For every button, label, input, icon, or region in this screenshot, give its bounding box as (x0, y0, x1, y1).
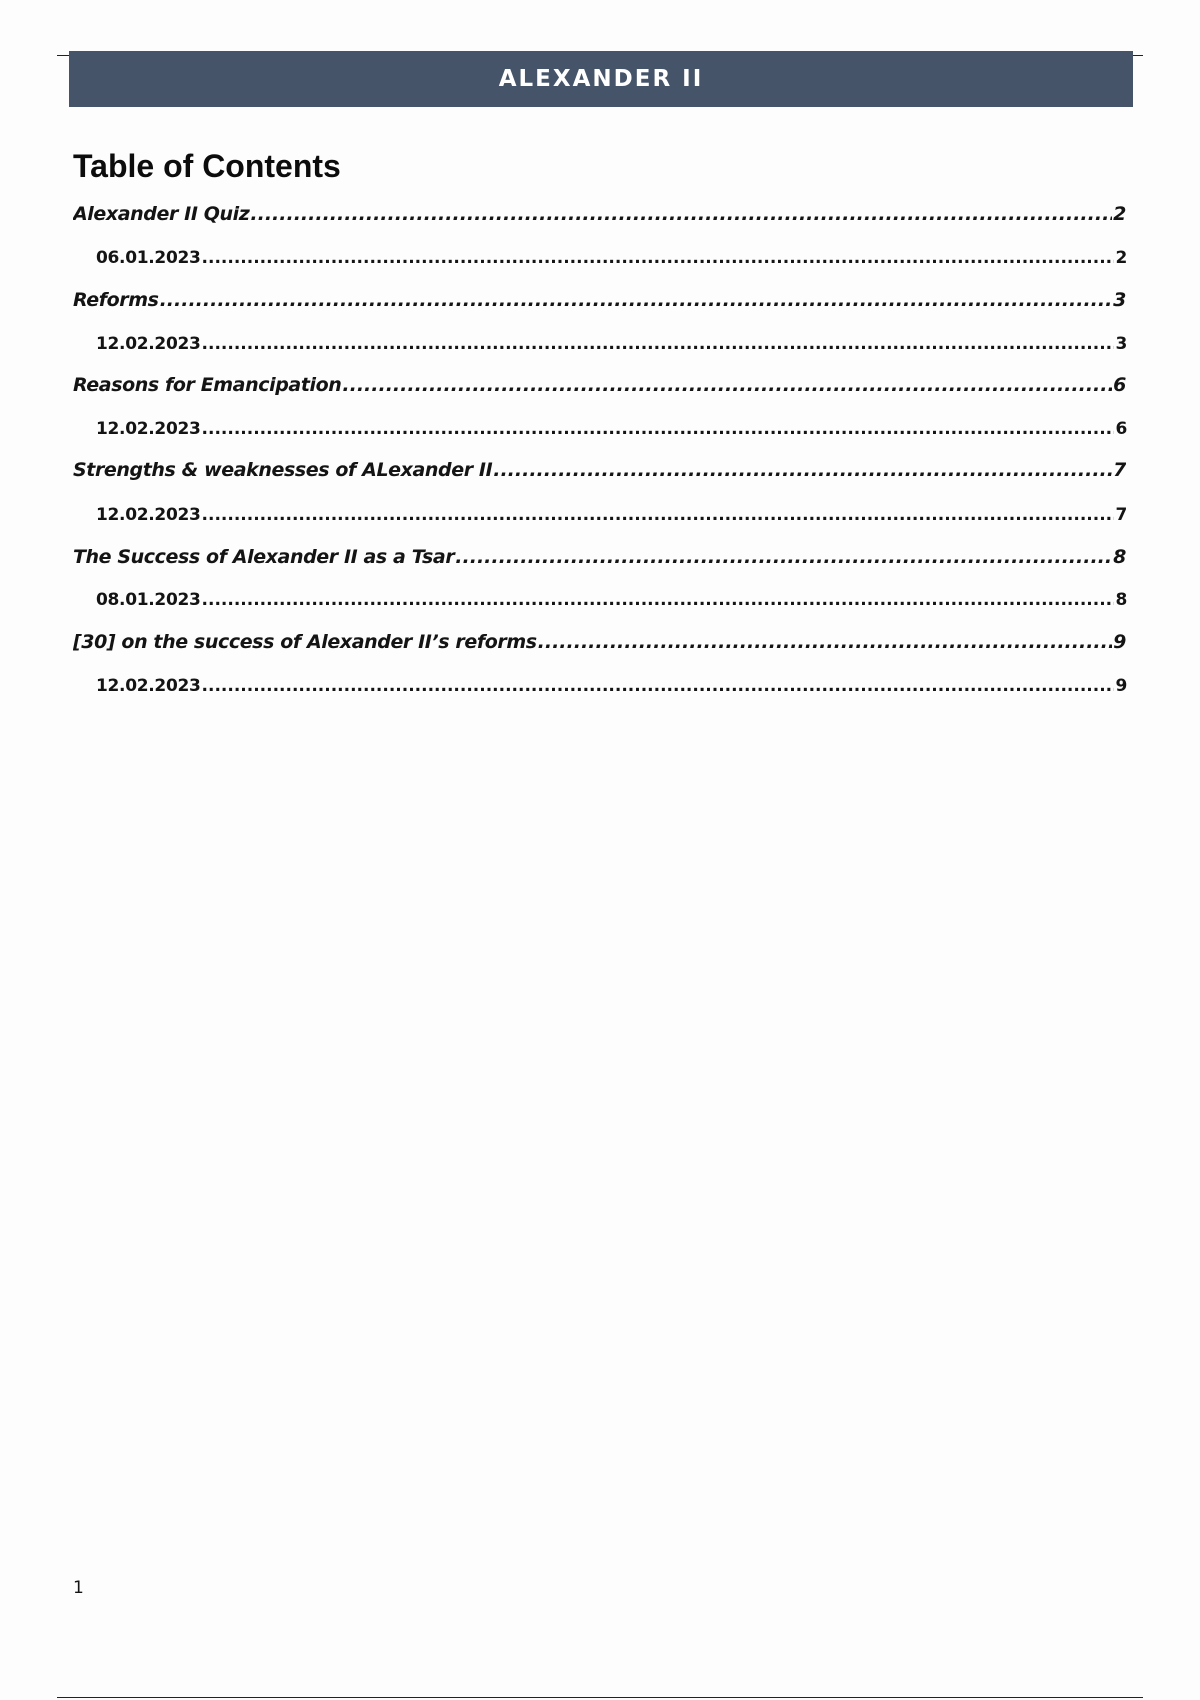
toc-dot-leader (202, 248, 1115, 268)
toc-entry-page: 9 (1115, 676, 1127, 696)
toc-entry-page: 6 (1115, 419, 1127, 439)
toc-entry[interactable] (73, 631, 1126, 653)
toc-dot-leader (455, 546, 1112, 568)
toc-dot-leader (160, 289, 1113, 311)
toc-entry-title: Strengths & weaknesses of ALexander II (73, 459, 493, 481)
toc-entry-title: 12.02.2023 (96, 334, 201, 354)
toc-dot-leader (538, 631, 1113, 653)
toc-dot-leader (202, 676, 1115, 696)
toc-entry[interactable] (96, 419, 1127, 439)
toc-entry-page: 6 (1113, 374, 1126, 396)
toc-dot-leader (202, 334, 1115, 354)
toc-entry[interactable] (73, 459, 1126, 481)
toc-entry-title: [30] on the success of Alexander II’s reforms (73, 631, 537, 653)
toc-entry-page: 9 (1113, 631, 1126, 653)
toc-entry-title: 12.02.2023 (96, 419, 201, 439)
toc-entry-page: 8 (1113, 546, 1126, 568)
toc-entry-page: 3 (1115, 334, 1127, 354)
toc-entry-page: 7 (1115, 505, 1127, 525)
toc-heading: Table of Contents (73, 148, 341, 184)
toc-entry-title: The Success of Alexander II as a Tsar (73, 546, 455, 568)
toc-entry[interactable] (73, 374, 1126, 396)
toc-entry-title: Reasons for Emancipation (73, 374, 342, 396)
toc-entry[interactable] (96, 505, 1127, 525)
toc-dot-leader (202, 419, 1115, 439)
toc-entry-title: 12.02.2023 (96, 505, 201, 525)
toc-entry-page: 3 (1113, 289, 1126, 311)
toc-entry[interactable] (96, 590, 1127, 610)
toc-entry-page: 7 (1113, 459, 1126, 481)
toc-dot-leader (493, 459, 1112, 481)
toc-entry[interactable] (73, 203, 1126, 225)
toc-entry[interactable] (73, 546, 1126, 568)
toc-entry-title: 12.02.2023 (96, 676, 201, 696)
toc-entry[interactable] (96, 334, 1127, 354)
header-band (69, 51, 1133, 107)
toc-dot-leader (202, 505, 1115, 525)
toc-entry-page: 2 (1113, 203, 1126, 225)
toc-dot-leader (342, 374, 1112, 396)
document-title: ALEXANDER II (498, 66, 704, 92)
toc-entry-title: 06.01.2023 (96, 248, 201, 268)
toc-entry-title: 08.01.2023 (96, 590, 201, 610)
footer-rule (57, 1697, 1143, 1698)
toc-entry-title: Reforms (73, 289, 159, 311)
toc-entry-page: 2 (1115, 248, 1127, 268)
toc-entry-page: 8 (1115, 590, 1127, 610)
page-number: 1 (73, 1578, 84, 1598)
toc-dot-leader (202, 590, 1115, 610)
toc-entry-title: Alexander II Quiz (73, 203, 250, 225)
toc-dot-leader (250, 203, 1112, 225)
toc-entry[interactable] (73, 289, 1126, 311)
toc-entry[interactable] (96, 248, 1127, 268)
toc-entry[interactable] (96, 676, 1127, 696)
